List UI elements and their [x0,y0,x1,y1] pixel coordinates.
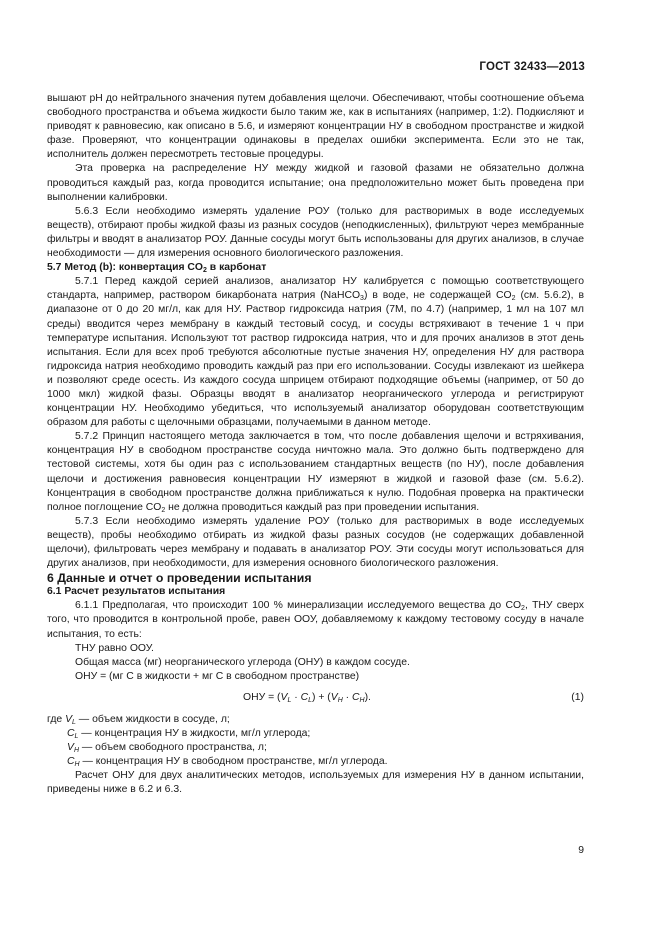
equation-number: (1) [571,691,584,703]
paragraph-5-7-3: 5.7.3 Если необходимо измерять удаление РОУ (только для растворимых в воде исследуемых веществ), пробы необходимо отбирать из жидкой фазы разных сосудов (не содержащих добавленной щелочи), фильтровать через мембрану и подавать в анализатор РОУ. Эти сосуды могут использоваться для других анализов, при необходимости, для измерения основного биологического разложения. [47,515,584,570]
definition-line: $C_H$ — концентрация НУ в свободном пространстве, мг/л углерода. [67,756,388,769]
formula: ОНУ = $(V_L \cdot C_L) + (V_H \cdot C_H)$. [243,691,371,704]
paragraph-5-7-2: 5.7.2 Принцип настоящего метода заключается в том, что после добавления щелочи и встряхивания, концентрация НУ в свободном пространстве сосуда ничтожно мала. Это должно быть подтверждено для тестовой системы, хотя бы один раз с использованием стандартных веществ (по НУ), после добавления щелочи и достижения равновесия концентрации НУ измеряют в жидкой и газовой фазе (см. 5.6.2). Концентрация в свободном пространстве должна приближаться к нулю. Подобная проверка на практически полное поглощение $CO_2$ не должна проводиться каждый раз при проведении испытания. [47,431,584,514]
page-header: ГОСТ 32433—2013 [479,61,585,73]
paragraph: Расчет ОНУ для двух аналитических методов, используемых для измерения НУ в данном испытании, приведены ниже в 6.2 и 6.3. [47,770,584,796]
text-line: ТНУ равно ООУ. [75,642,154,654]
page-number: 9 [578,845,584,856]
section-6-heading: 6 Данные и отчет о проведении испытания [47,571,312,586]
definition-line: $V_H$ — объем свободного пространства, л; [67,742,267,755]
paragraph: Эта проверка на распределение НУ между жидкой и газовой фазами не обязательно должна проводиться каждый раз, когда проводится испытание; она предположительно может быть проведена при выполнении калибровки. [47,163,584,203]
section-6-1-heading: 6.1 Расчет результатов испытания [47,586,226,598]
document-body [47,92,584,798]
section-5-7-heading: 5.7 Метод (b): конвертация $CO_2$ в карбонат [47,262,267,275]
text-line: Общая масса (мг) неорганического углерода (ОНУ) в каждом сосуде. [75,656,410,668]
text-line: ОНУ = (мг C в жидкости + мг C в свободном пространстве) [75,670,360,682]
paragraph-5-7-1: 5.7.1 Перед каждой серией анализов, анализатор НУ калибруется с помощью соответствующего стандарта, например, раствором бикарбоната натрия (NaHCO$_3$) в воде, не содержащей $CO_2$ (см. 5.6.2), в диапазоне от 0 до 20 мг/л, как для НУ. Раствор гидроксида натрия (7М, по 4.7) (например, 1 мл на 107 мл среды) вводится через мембрану в каждый тестовый сосуд, и сосуды встряхивают в течение 1 ч при температуре испытания. Используют тот раствор гидроксида натрия, что и для прочих анализов в этот день испытания. Если для всех проб требуются абсолютные пустые значения НУ, определения НУ для раствора гидроксида натрия необходимо проводить каждый раз при его использовании. Сосуды извлекают из шейкера и позволяют среде осесть. Из каждого сосуда шприцем отбирают подходящие объемы (например, от 50 до 1000 мкл) жидкой фазы. Образцы вводят в анализатор неорганического углерода и регистрируют концентрации НУ. Необходимо убедиться, что используемый анализатор оборудован соответствующим образом для работы с щелочными образцами, получаемыми в данном методе. [47,276,584,429]
paragraph-5-6-3: 5.6.3 Если необходимо измерять удаление РОУ (только для растворимых в воде исследуемых веществ), отбирают пробы жидкой фазы из разных сосудов (неподкисленных), фильтруют через мембранные фильтры и вводят в анализатор РОУ. Данные сосуды могут быть использованы для других анализов, в случае необходимости — для измерения основного биологического разложения. [47,205,584,260]
paragraph: вышают pH до нейтрального значения путем добавления щелочи. Обеспечивают, чтобы соотношение объема свободного пространства и объема жидкости было таким же, как в испытаниях (например, 1:2). Подкисляют и приводят к равновесию, как описано в 5.6, и измеряют концентрации НУ в свободном пространстве и жидкой фазе. Проверяют, что концентрации одинаковы в пределах ошибки эксперимента. Если это не так, исполнитель должен пересмотреть тестовые процедуры. [47,93,584,161]
paragraph-6-1-1: 6.1.1 Предполагая, что происходит 100 % минерализации исследуемого вещества до $CO_2$, ТНУ сверх того, что проводится в контрольной пробе, равен ООУ, добавляемому к каждому тестовому сосуду в начале испытания, то есть: [47,600,584,640]
equation-1 [47,687,584,711]
definition-line: где $V_L$ — объем жидкости в сосуде, л; [47,713,230,726]
definition-line: $C_L$ — концентрация НУ в жидкости, мг/л углерода; [67,728,311,741]
